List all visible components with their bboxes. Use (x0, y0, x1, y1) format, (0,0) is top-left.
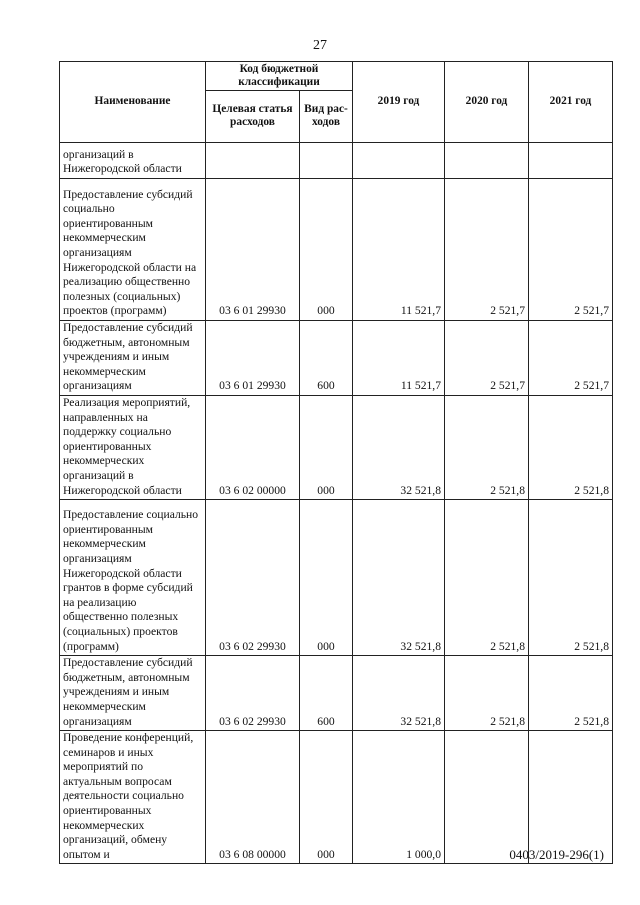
row-name: Предоставление субсидий бюджетным, автономным учреждениям и иным некоммерческим организациям (60, 321, 206, 396)
row-2021 (529, 731, 613, 864)
row-name: Предоставление субсидий бюджетным, автономным учреждениям и иным некоммерческим организациям (60, 656, 206, 731)
page-number: 27 (313, 38, 327, 53)
row-2020: 2 521,8 (445, 395, 529, 499)
row-type: 000 (300, 500, 353, 656)
row-type: 000 (300, 731, 353, 864)
row-2021: 2 521,8 (529, 656, 613, 731)
row-name: Предоставление социально ориентированным некоммерческим организациям Нижегородской области грантов в форме субсидий на реализацию общественно полезных (социальных) проектов (программ) (60, 500, 206, 656)
row-name: организаций в Нижегородской области (60, 143, 206, 179)
budget-table (59, 61, 613, 864)
row-2021 (529, 143, 613, 179)
header-expense-type: Вид рас-ходов (300, 91, 353, 143)
row-code: 03 6 02 29930 (206, 656, 300, 731)
row-2021: 2 521,7 (529, 179, 613, 321)
row-2021: 2 521,7 (529, 321, 613, 396)
row-2020: 2 521,7 (445, 321, 529, 396)
row-2019: 1 000,0 (353, 731, 445, 864)
row-2020 (445, 731, 529, 864)
row-type: 000 (300, 395, 353, 499)
row-2020 (445, 143, 529, 179)
row-type: 600 (300, 656, 353, 731)
row-type (300, 143, 353, 179)
row-2019: 32 521,8 (353, 395, 445, 499)
header-2021: 2021 год (529, 62, 613, 143)
row-2020: 2 521,8 (445, 656, 529, 731)
row-name: Реализация мероприятий, направленных на поддержку социально ориентированных некоммерческих организаций в Нижегородской области (60, 395, 206, 499)
row-2019: 11 521,7 (353, 321, 445, 396)
row-2021: 2 521,8 (529, 500, 613, 656)
row-2020: 2 521,7 (445, 179, 529, 321)
row-2021: 2 521,8 (529, 395, 613, 499)
row-2020: 2 521,8 (445, 500, 529, 656)
document-number: 0403/2019-296(1) (509, 847, 604, 862)
row-code: 03 6 01 29930 (206, 179, 300, 321)
header-target-article: Целевая статья расходов (206, 91, 300, 143)
row-code: 03 6 02 29930 (206, 500, 300, 656)
row-name: Проведение конференций, семинаров и иных мероприятий по актуальным вопросам деятельности социально ориентированных некоммерческих организаций, обмену опытом и (60, 731, 206, 864)
row-code: 03 6 01 29930 (206, 321, 300, 396)
header-classification: Код бюджетной классификации (206, 62, 353, 91)
row-type: 600 (300, 321, 353, 396)
row-type: 000 (300, 179, 353, 321)
row-code: 03 6 02 00000 (206, 395, 300, 499)
header-2020: 2020 год (445, 62, 529, 143)
row-2019: 32 521,8 (353, 656, 445, 731)
row-2019: 32 521,8 (353, 500, 445, 656)
row-2019 (353, 143, 445, 179)
row-2019: 11 521,7 (353, 179, 445, 321)
row-code (206, 143, 300, 179)
row-code: 03 6 08 00000 (206, 731, 300, 864)
header-2019: 2019 год (353, 62, 445, 143)
header-name: Наименование (60, 62, 206, 143)
row-name: Предоставление субсидий социально ориентированным некоммерческим организациям Нижегородской области на реализацию общественно полезных (социальных) проектов (программ) (60, 179, 206, 321)
